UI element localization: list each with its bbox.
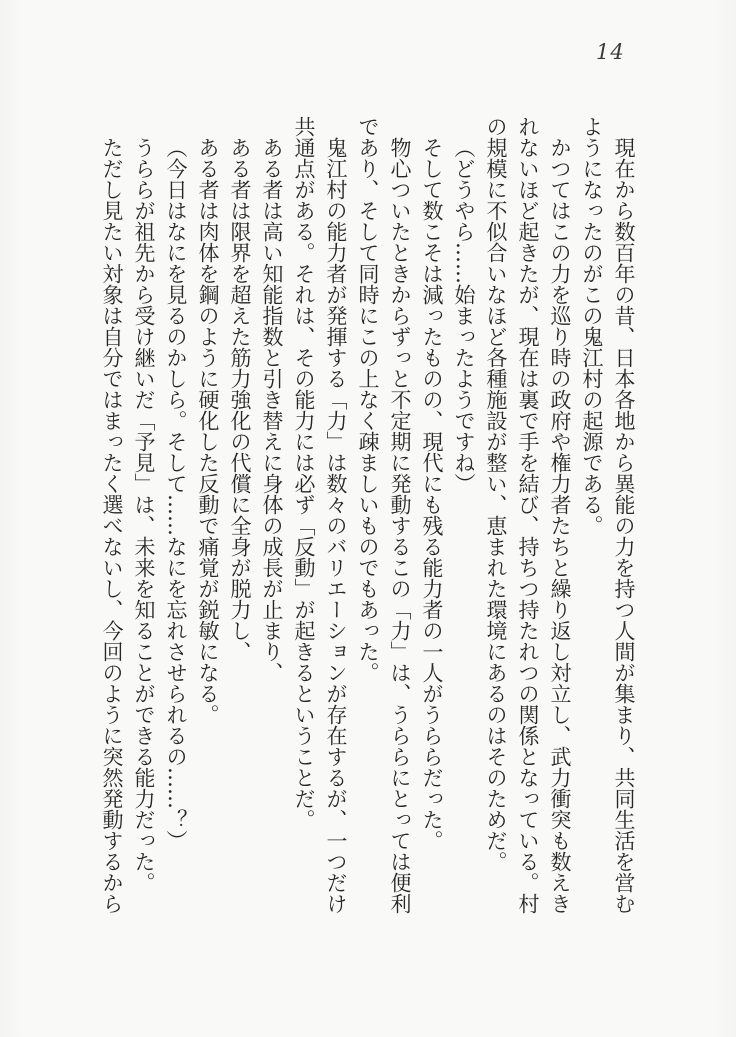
paragraph-11: うららが祖先から受け継いだ「予見」は、未来を知ることができる能力だった。 [132, 137, 156, 893]
paragraph-7: ある者は高い知能指数と引き替えに身体の成長が止まり、 [260, 137, 284, 683]
paragraph-1: 現在から数百年の昔、日本各地から異能の力を持つ人間が集まり、共同生活を営むようになったのがこの鬼江村の起源である。 [580, 116, 636, 914]
vertical-text-block [96, 116, 640, 922]
paragraph-12: ただし見たい対象は自分ではまったく選べないし、今回のように突然発動するから [100, 137, 124, 914]
paragraph-2: かつてはこの力を巡り時の政府や権力者たちと繰り返し対立し、武力衝突も数えきれないほど起きたが、現在は裏で手を結び、持ちつ持たれつの関係となっている。村の規模に不似合いなほど各種施設が整い、恵まれた環境にあるのはそのためだ。 [484, 116, 572, 914]
paragraph-3: （どうやら……始まったようですね） [452, 137, 476, 494]
paragraph-6: 鬼江村の能力者が発揮する「力」は数々のバリエーションが存在するが、一つだけ共通点がある。それは、その能力には必ず「反動」が起きるということだ。 [292, 116, 348, 914]
page-number: 14 [596, 40, 625, 64]
paragraph-10: （今日はなにを見るのかしら。そして……なにを忘れさせられるの……？） [164, 137, 188, 851]
paragraph-5: 物心ついたときからずっと不定期に発動するこの「力」は、うららにとっては便利であり、そして同時にこの上なく疎ましいものでもあった。 [356, 116, 412, 914]
paragraph-8: ある者は限界を超えた筋力強化の代償に全身が脱力し、 [228, 137, 252, 662]
paragraph-9: ある者は肉体を鋼のように硬化した反動で痛覚が鋭敏になる。 [196, 137, 220, 725]
paragraph-4: そして数こそは減ったものの、現代にも残る能力者の一人がうららだった。 [420, 137, 444, 851]
